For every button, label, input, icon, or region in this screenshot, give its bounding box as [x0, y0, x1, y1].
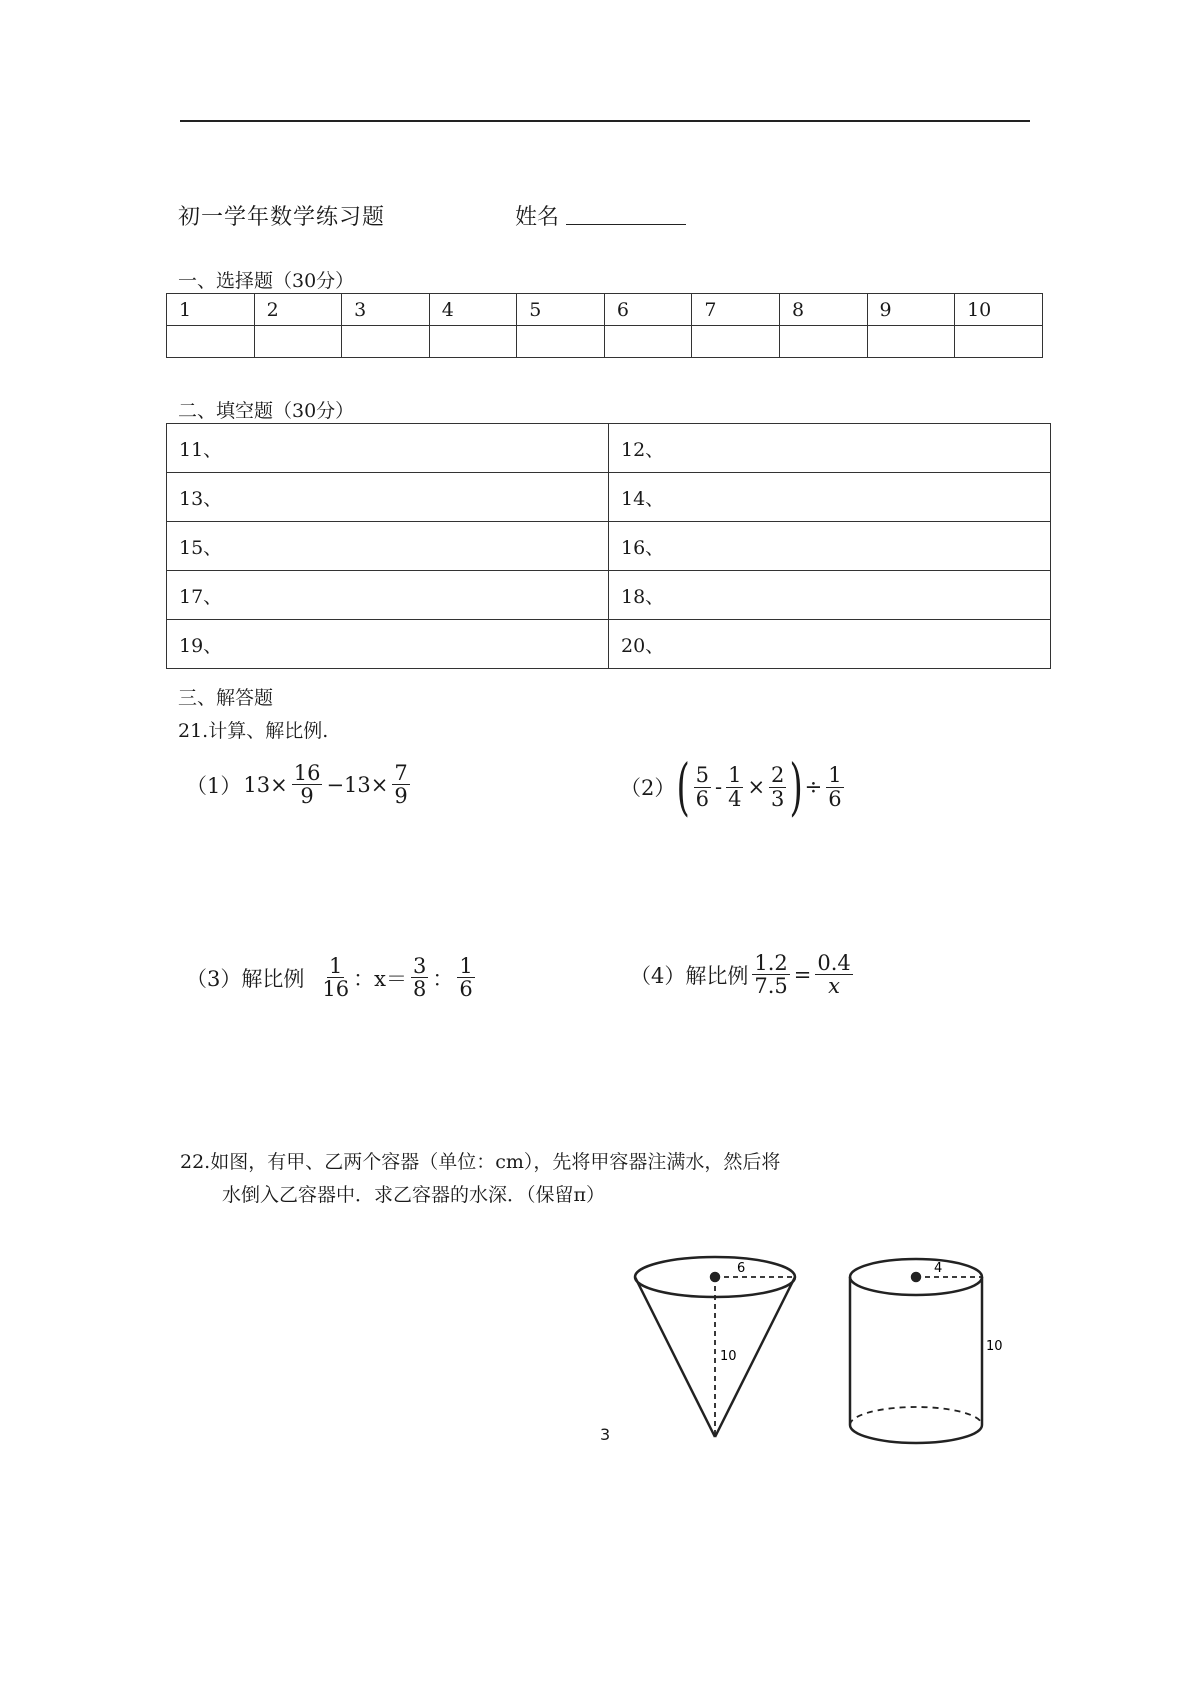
- choice-answer-cell[interactable]: [779, 326, 867, 358]
- fill-row: [167, 424, 1051, 473]
- operator: ×: [747, 775, 766, 799]
- fraction: [826, 764, 843, 809]
- denominator: 16: [322, 977, 350, 1002]
- numerator: 16: [293, 761, 321, 785]
- fraction: [411, 955, 428, 1000]
- choice-answer-cell[interactable]: [867, 326, 955, 358]
- fraction: [752, 952, 789, 997]
- numerator: 1: [728, 763, 742, 788]
- operator: =: [793, 962, 812, 987]
- operator: ÷: [804, 775, 823, 799]
- choice-answer-cell[interactable]: [517, 326, 605, 358]
- choice-answer-cell[interactable]: [955, 326, 1043, 358]
- denominator: 7.5: [754, 974, 788, 999]
- numerator: 1: [459, 954, 473, 978]
- fill-cell[interactable]: 13、: [167, 473, 609, 522]
- choice-number-row: [167, 294, 1043, 326]
- fraction: [694, 764, 711, 809]
- choice-number: 3: [342, 294, 430, 326]
- part-label: （4）解比例: [630, 963, 749, 988]
- numerator: 1: [828, 763, 842, 788]
- top-rule: [180, 120, 1030, 122]
- section3-heading: 三、解答题: [178, 687, 274, 709]
- part-label: （3）解比例: [186, 966, 305, 991]
- fill-cell[interactable]: 19、: [167, 620, 609, 669]
- page-title: 初一学年数学练习题: [178, 205, 386, 230]
- math-text: 13×: [243, 772, 288, 797]
- left-paren: (: [676, 750, 691, 823]
- choice-number: 4: [429, 294, 517, 326]
- denominator: 6: [459, 977, 473, 1002]
- numerator: 1: [329, 954, 343, 978]
- fraction: [292, 762, 323, 807]
- question-22-line1: 22.如图，有甲、乙两个容器（单位：cm），先将甲容器注满水，然后将: [180, 1151, 781, 1173]
- choice-number: 2: [254, 294, 342, 326]
- math-text: −13×: [326, 772, 389, 797]
- operator: ：x＝: [353, 966, 407, 991]
- choice-answer-row: [167, 326, 1043, 358]
- numerator: 1.2: [754, 951, 788, 975]
- fill-blank-table: [166, 423, 1051, 669]
- section1-heading: 一、选择题（30分）: [178, 270, 355, 292]
- cone-center-dot: [711, 1273, 719, 1281]
- page-number: 3: [600, 1425, 611, 1444]
- denominator: x: [828, 974, 841, 999]
- choice-answer-cell[interactable]: [167, 326, 255, 358]
- cylinder-height-label: 10: [986, 1339, 1003, 1354]
- choice-number: 5: [517, 294, 605, 326]
- cylinder-bottom-back: [850, 1407, 982, 1425]
- part-label: （1）: [186, 773, 242, 798]
- denominator: 3: [771, 786, 785, 811]
- choice-number: 7: [692, 294, 780, 326]
- fill-cell[interactable]: 11、: [167, 424, 609, 473]
- name-blank[interactable]: [566, 224, 686, 225]
- cone-left-side: [635, 1277, 715, 1437]
- fraction: [392, 762, 409, 807]
- fraction: [457, 955, 474, 1000]
- choice-answer-cell[interactable]: [429, 326, 517, 358]
- operator: -: [714, 775, 723, 799]
- right-paren: ): [789, 750, 804, 823]
- question-21-stem: 21.计算、解比例.: [178, 720, 329, 742]
- numerator: 5: [695, 763, 709, 788]
- cylinder-bottom-front: [850, 1425, 982, 1443]
- part-label: （2）: [620, 776, 676, 800]
- fill-row: [167, 620, 1051, 669]
- cone-figure: [635, 1257, 795, 1437]
- fill-cell[interactable]: 16、: [609, 522, 1051, 571]
- numerator: 0.4: [817, 951, 851, 975]
- choice-number: 8: [779, 294, 867, 326]
- fill-cell[interactable]: 14、: [609, 473, 1051, 522]
- fraction: [769, 764, 786, 809]
- containers-figure: [620, 1250, 1003, 1450]
- fraction: [322, 955, 349, 1000]
- numerator: 3: [412, 954, 427, 978]
- denominator: 8: [412, 977, 427, 1002]
- denominator: 6: [695, 786, 709, 811]
- fill-row: [167, 473, 1051, 522]
- fill-cell[interactable]: 20、: [609, 620, 1051, 669]
- numerator: 2: [771, 763, 785, 788]
- choice-answer-table: [166, 293, 1043, 358]
- fill-cell[interactable]: 17、: [167, 571, 609, 620]
- cylinder-figure: [850, 1259, 982, 1443]
- question-21-4: [630, 952, 855, 997]
- numerator: 7: [394, 761, 408, 785]
- choice-answer-cell[interactable]: [342, 326, 430, 358]
- question-21-1: [186, 762, 412, 807]
- denominator: 9: [300, 784, 314, 809]
- fill-cell[interactable]: 12、: [609, 424, 1051, 473]
- choice-number: 10: [955, 294, 1043, 326]
- operator: ：: [432, 966, 454, 991]
- cone-height-label: 10: [720, 1349, 737, 1364]
- fill-row: [167, 571, 1051, 620]
- choice-number: 6: [604, 294, 692, 326]
- denominator: 6: [828, 786, 842, 811]
- name-label: 姓名: [515, 205, 560, 230]
- cone-radius-label: 6: [737, 1261, 746, 1276]
- fraction: [726, 764, 743, 809]
- choice-answer-cell[interactable]: [604, 326, 692, 358]
- denominator: 4: [728, 786, 742, 811]
- question-21-2: [620, 750, 846, 823]
- denominator: 9: [394, 784, 408, 809]
- choice-answer-cell[interactable]: [692, 326, 780, 358]
- section2-heading: 二、填空题（30分）: [178, 400, 355, 422]
- fill-row: [167, 522, 1051, 571]
- choice-answer-cell[interactable]: [254, 326, 342, 358]
- cylinder-radius-label: 4: [934, 1261, 943, 1276]
- choice-number: 9: [867, 294, 955, 326]
- choice-number: 1: [167, 294, 255, 326]
- fill-cell[interactable]: 15、: [167, 522, 609, 571]
- question-22-line2: 水倒入乙容器中．求乙容器的水深．（保留π）: [222, 1184, 605, 1206]
- cylinder-center-dot: [912, 1273, 920, 1281]
- fill-cell[interactable]: 18、: [609, 571, 1051, 620]
- fraction: [815, 952, 852, 997]
- question-21-3: [186, 955, 477, 1000]
